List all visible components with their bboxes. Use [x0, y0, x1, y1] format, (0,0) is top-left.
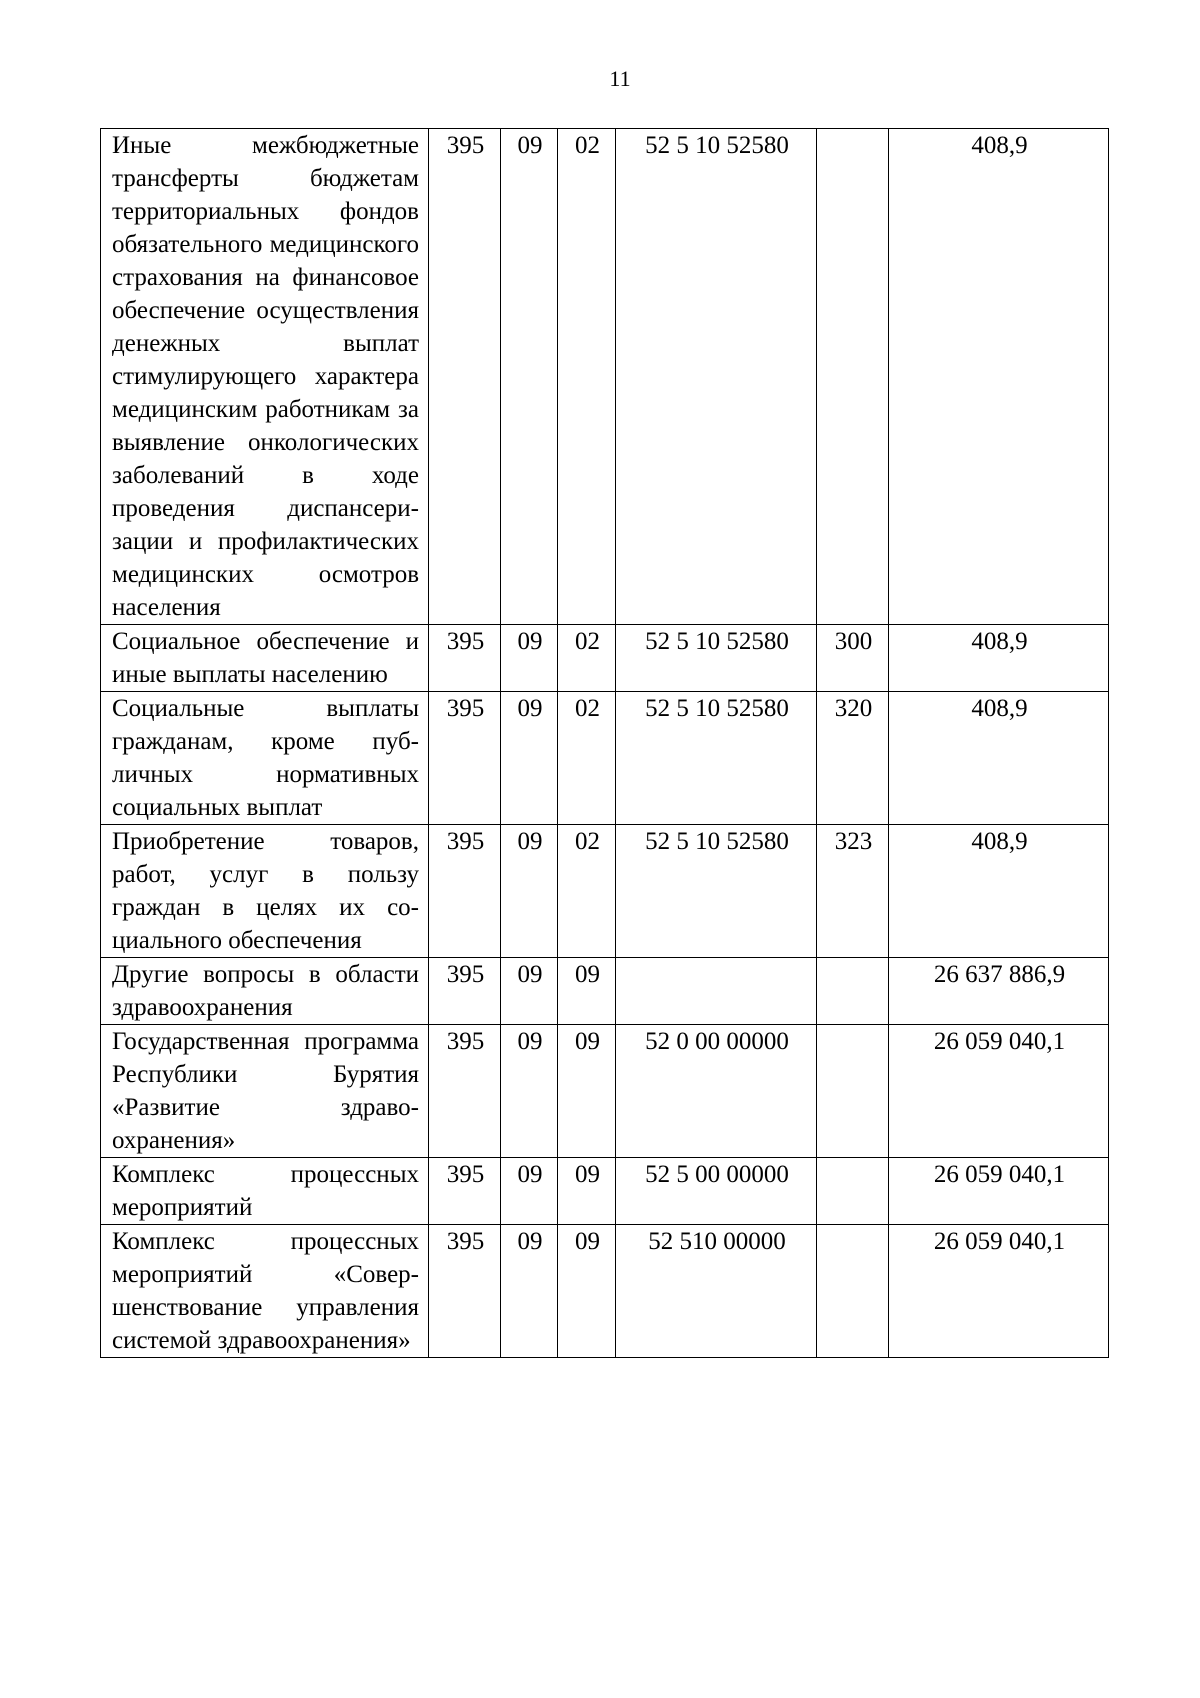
subsection-code-cell: 02 — [558, 825, 616, 958]
subsection-code-cell: 09 — [558, 958, 616, 1025]
section-code-cell: 09 — [501, 1225, 558, 1358]
expense-name-cell: Комплекс процессных мероприятий «Совершенствование управления системой здравоохранения» — [101, 1225, 429, 1358]
table-row — [101, 825, 1109, 958]
section-code-cell: 09 — [501, 625, 558, 692]
gr-code-cell: 395 — [429, 958, 501, 1025]
table-row — [101, 1225, 1109, 1358]
section-code-cell: 09 — [501, 129, 558, 625]
amount-cell: 408,9 — [889, 625, 1109, 692]
expense-name-cell: Другие вопросы в области здравоохранения — [101, 958, 429, 1025]
expense-name-cell: Социальное обеспечение и иные выплаты населению — [101, 625, 429, 692]
section-code-cell: 09 — [501, 1025, 558, 1158]
section-code-cell: 09 — [501, 958, 558, 1025]
target-article-code-cell: 52 510 00000 — [616, 1225, 817, 1358]
subsection-code-cell: 02 — [558, 625, 616, 692]
amount-cell: 26 059 040,1 — [889, 1025, 1109, 1158]
expense-type-code-cell — [817, 958, 889, 1025]
gr-code-cell: 395 — [429, 129, 501, 625]
expense-type-code-cell — [817, 1225, 889, 1358]
expense-type-code-cell: 320 — [817, 692, 889, 825]
gr-code-cell: 395 — [429, 1225, 501, 1358]
expense-name-cell: Иные межбюджетные трансферты бюджетам территориальных фондов обязательного медицинского страхования на финансовое обеспечение осуществления денежных выплат стимулирующего характера медицинским работникам за выявление онкологических заболеваний в ходе проведения диспансеризации и профилактических медицинских осмотров населения — [101, 129, 429, 625]
table-row — [101, 1025, 1109, 1158]
gr-code-cell: 395 — [429, 1158, 501, 1225]
table-row — [101, 129, 1109, 625]
amount-cell: 26 059 040,1 — [889, 1158, 1109, 1225]
table-row — [101, 692, 1109, 825]
section-code-cell: 09 — [501, 825, 558, 958]
amount-cell: 26 637 886,9 — [889, 958, 1109, 1025]
expense-name-cell: Приобретение товаров, работ, услуг в пользу граждан в целях их социального обеспечения — [101, 825, 429, 958]
target-article-code-cell — [616, 958, 817, 1025]
subsection-code-cell: 02 — [558, 692, 616, 825]
table-row — [101, 1158, 1109, 1225]
amount-cell: 26 059 040,1 — [889, 1225, 1109, 1358]
amount-cell: 408,9 — [889, 129, 1109, 625]
target-article-code-cell: 52 5 10 52580 — [616, 129, 817, 625]
amount-cell: 408,9 — [889, 692, 1109, 825]
subsection-code-cell: 09 — [558, 1225, 616, 1358]
target-article-code-cell: 52 5 00 00000 — [616, 1158, 817, 1225]
gr-code-cell: 395 — [429, 692, 501, 825]
page-number: 11 — [609, 66, 631, 91]
gr-code-cell: 395 — [429, 1025, 501, 1158]
target-article-code-cell: 52 5 10 52580 — [616, 825, 817, 958]
expense-name-cell: Государственная программа Республики Бурятия «Развитие здравоохранения» — [101, 1025, 429, 1158]
subsection-code-cell: 09 — [558, 1025, 616, 1158]
amount-cell: 408,9 — [889, 825, 1109, 958]
subsection-code-cell: 09 — [558, 1158, 616, 1225]
section-code-cell: 09 — [501, 692, 558, 825]
subsection-code-cell: 02 — [558, 129, 616, 625]
expense-type-code-cell: 323 — [817, 825, 889, 958]
table-row — [101, 625, 1109, 692]
expense-type-code-cell: 300 — [817, 625, 889, 692]
budget-table — [100, 128, 1109, 1358]
table-row — [101, 958, 1109, 1025]
expense-type-code-cell — [817, 129, 889, 625]
target-article-code-cell: 52 0 00 00000 — [616, 1025, 817, 1158]
target-article-code-cell: 52 5 10 52580 — [616, 625, 817, 692]
expense-type-code-cell — [817, 1025, 889, 1158]
expense-name-cell: Комплекс процессных мероприятий — [101, 1158, 429, 1225]
expense-type-code-cell — [817, 1158, 889, 1225]
target-article-code-cell: 52 5 10 52580 — [616, 692, 817, 825]
gr-code-cell: 395 — [429, 825, 501, 958]
expense-name-cell: Социальные выплаты гражданам, кроме публичных нормативных социальных выплат — [101, 692, 429, 825]
gr-code-cell: 395 — [429, 625, 501, 692]
section-code-cell: 09 — [501, 1158, 558, 1225]
